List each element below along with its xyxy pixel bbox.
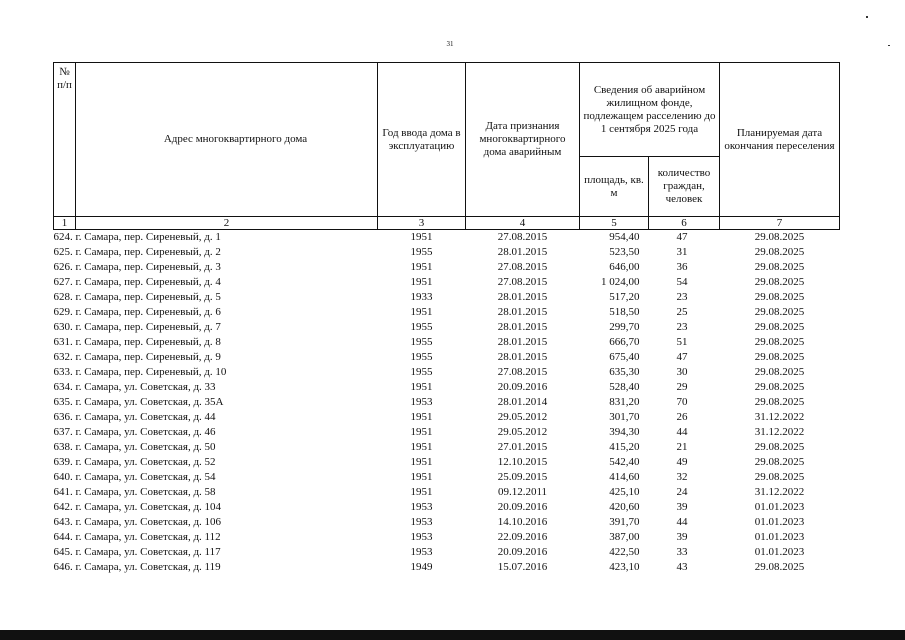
cell-area: 299,70 (609, 321, 640, 333)
cell-emergency-date: 28.01.2015 (497, 306, 548, 318)
table-row (54, 395, 840, 410)
cell-people: 47 (676, 231, 688, 243)
cell-planned-date: 29.08.2025 (754, 471, 805, 483)
cell-planned-date: 31.12.2022 (754, 486, 805, 498)
cell-year: 1951 (410, 231, 433, 243)
table-row (54, 320, 840, 335)
cell-year: 1951 (410, 426, 433, 438)
cell-address: 626. г. Самара, пер. Сиреневый, д. 3 (53, 261, 221, 273)
column-number: 3 (378, 217, 466, 230)
cell-address: 638. г. Самара, ул. Советская, д. 50 (53, 441, 216, 453)
table-row (54, 380, 840, 395)
cell-emergency-date: 29.05.2012 (497, 426, 548, 438)
column-number: 6 (649, 217, 720, 230)
cell-address: 641. г. Самара, ул. Советская, д. 58 (53, 486, 216, 498)
cell-emergency-date: 28.01.2015 (497, 291, 548, 303)
cell-address: 645. г. Самара, ул. Советская, д. 117 (53, 546, 221, 558)
page-number: 31 (446, 40, 454, 48)
cell-planned-date: 29.08.2025 (754, 381, 805, 393)
cell-address: 643. г. Самара, ул. Советская, д. 106 (53, 516, 222, 528)
cell-year: 1953 (410, 396, 433, 408)
cell-emergency-date: 14.10.2016 (497, 516, 548, 528)
cell-area: 423,10 (609, 561, 640, 573)
cell-planned-date: 01.01.2023 (754, 501, 805, 513)
cell-area: 523,50 (609, 246, 640, 258)
header-people: количество граждан, человек (649, 157, 720, 217)
cell-area: 675,40 (609, 351, 640, 363)
cell-planned-date: 29.08.2025 (754, 561, 805, 573)
table-row (54, 305, 840, 320)
cell-people: 31 (676, 246, 688, 258)
cell-address: 630. г. Самара, пер. Сиреневый, д. 7 (53, 321, 221, 333)
cell-planned-date: 29.08.2025 (754, 396, 805, 408)
cell-people: 23 (676, 291, 688, 303)
cell-emergency-date: 27.08.2015 (497, 366, 548, 378)
cell-emergency-date: 28.01.2015 (497, 351, 548, 363)
cell-emergency-date: 29.05.2012 (497, 411, 548, 423)
table-row (54, 290, 840, 305)
cell-people: 51 (676, 336, 688, 348)
cell-year: 1955 (410, 336, 433, 348)
cell-emergency-date: 28.01.2015 (497, 321, 548, 333)
cell-area: 1 024,00 (601, 276, 640, 288)
cell-address: 644. г. Самара, ул. Советская, д. 112 (53, 531, 221, 543)
column-number: 4 (466, 217, 580, 230)
cell-planned-date: 29.08.2025 (754, 366, 805, 378)
cell-area: 528,40 (609, 381, 640, 393)
cell-year: 1951 (410, 441, 433, 453)
header-planned-date: Планируемая дата окончания переселения (720, 63, 840, 217)
cell-people: 39 (676, 531, 688, 543)
cell-year: 1955 (410, 351, 433, 363)
cell-emergency-date: 09.12.2011 (497, 486, 548, 498)
table-row (54, 515, 840, 530)
cell-year: 1953 (410, 546, 433, 558)
table-row (54, 560, 840, 575)
cell-area: 422,50 (609, 546, 640, 558)
cell-year: 1951 (410, 381, 433, 393)
column-number: 2 (76, 217, 378, 230)
cell-planned-date: 29.08.2025 (754, 261, 805, 273)
cell-year: 1951 (410, 486, 433, 498)
cell-people: 44 (676, 516, 688, 528)
cell-planned-date: 29.08.2025 (754, 306, 805, 318)
cell-address: 628. г. Самара, пер. Сиреневый, д. 5 (53, 291, 221, 303)
cell-people: 47 (676, 351, 688, 363)
cell-area: 387,00 (609, 531, 640, 543)
cell-people: 43 (676, 561, 688, 573)
cell-area: 831,20 (609, 396, 640, 408)
cell-year: 1955 (410, 321, 433, 333)
cell-area: 542,40 (609, 456, 640, 468)
cell-people: 32 (676, 471, 688, 483)
cell-emergency-date: 27.08.2015 (497, 231, 548, 243)
cell-area: 415,20 (609, 441, 640, 453)
cell-address: 635. г. Самара, ул. Советская, д. 35А (53, 396, 224, 408)
cell-people: 33 (676, 546, 688, 558)
column-number: 5 (580, 217, 649, 230)
table-row (54, 485, 840, 500)
emergency-housing-table (53, 62, 840, 575)
table-row (54, 335, 840, 350)
table-row (54, 245, 840, 260)
cell-people: 70 (676, 396, 688, 408)
header-area: площадь, кв. м (580, 157, 649, 217)
table-row (54, 500, 840, 515)
cell-people: 36 (676, 261, 688, 273)
column-number-row (54, 217, 840, 230)
scan-speck (866, 16, 868, 18)
cell-emergency-date: 20.09.2016 (497, 501, 548, 513)
cell-area: 425,10 (609, 486, 640, 498)
cell-area: 666,70 (609, 336, 640, 348)
cell-area: 517,20 (609, 291, 640, 303)
cell-people: 25 (676, 306, 688, 318)
cell-emergency-date: 28.01.2015 (497, 246, 548, 258)
cell-area: 954,40 (609, 231, 640, 243)
header-fund-info: Сведения об аварийном жилищном фонде, подлежащем расселению до 1 сентября 2025 года (580, 63, 720, 157)
cell-year: 1955 (410, 246, 433, 258)
cell-planned-date: 31.12.2022 (754, 426, 805, 438)
cell-emergency-date: 25.09.2015 (497, 471, 548, 483)
cell-address: 646. г. Самара, ул. Советская, д. 119 (53, 561, 221, 573)
cell-address: 639. г. Самара, ул. Советская, д. 52 (53, 456, 216, 468)
scan-bottom-edge (0, 630, 905, 640)
cell-address: 625. г. Самара, пер. Сиреневый, д. 2 (53, 246, 221, 258)
cell-planned-date: 01.01.2023 (754, 546, 805, 558)
header-emergency-date: Дата признания многоквартирного дома аварийным (466, 63, 580, 217)
cell-people: 49 (676, 456, 688, 468)
column-number: 7 (720, 217, 840, 230)
cell-planned-date: 29.08.2025 (754, 321, 805, 333)
cell-people: 30 (676, 366, 688, 378)
cell-year: 1933 (410, 291, 433, 303)
cell-emergency-date: 20.09.2016 (497, 381, 548, 393)
cell-emergency-date: 27.08.2015 (497, 276, 548, 288)
cell-people: 21 (676, 441, 688, 453)
cell-year: 1951 (410, 456, 433, 468)
scan-speck (888, 45, 890, 46)
cell-address: 640. г. Самара, ул. Советская, д. 54 (53, 471, 216, 483)
cell-planned-date: 01.01.2023 (754, 531, 805, 543)
cell-address: 642. г. Самара, ул. Советская, д. 104 (53, 501, 222, 513)
table-body (54, 230, 840, 576)
cell-emergency-date: 15.07.2016 (497, 561, 548, 573)
cell-people: 44 (676, 426, 688, 438)
cell-planned-date: 29.08.2025 (754, 336, 805, 348)
cell-planned-date: 29.08.2025 (754, 276, 805, 288)
cell-planned-date: 29.08.2025 (754, 291, 805, 303)
cell-address: 636. г. Самара, ул. Советская, д. 44 (53, 411, 216, 423)
cell-address: 629. г. Самара, пер. Сиреневый, д. 6 (53, 306, 221, 318)
cell-address: 624. г. Самара, пер. Сиреневый, д. 1 (53, 231, 221, 243)
header-year: Год ввода дома в эксплуатацию (378, 63, 466, 217)
table-row (54, 365, 840, 380)
cell-planned-date: 29.08.2025 (754, 456, 805, 468)
cell-address: 633. г. Самара, пер. Сиреневый, д. 10 (53, 366, 227, 378)
cell-area: 518,50 (609, 306, 640, 318)
cell-emergency-date: 12.10.2015 (497, 456, 548, 468)
cell-people: 54 (676, 276, 688, 288)
header-number: № п/п (54, 63, 76, 217)
cell-year: 1951 (410, 471, 433, 483)
cell-planned-date: 29.08.2025 (754, 246, 805, 258)
cell-people: 29 (676, 381, 688, 393)
cell-address: 631. г. Самара, пер. Сиреневый, д. 8 (53, 336, 221, 348)
cell-area: 394,30 (609, 426, 640, 438)
table-row (54, 275, 840, 290)
cell-year: 1953 (410, 516, 433, 528)
table-row (54, 470, 840, 485)
cell-area: 414,60 (609, 471, 640, 483)
cell-address: 632. г. Самара, пер. Сиреневый, д. 9 (53, 351, 221, 363)
cell-address: 627. г. Самара, пер. Сиреневый, д. 4 (53, 276, 221, 288)
cell-area: 301,70 (609, 411, 640, 423)
cell-people: 26 (676, 411, 688, 423)
table-row (54, 410, 840, 425)
cell-planned-date: 01.01.2023 (754, 516, 805, 528)
cell-emergency-date: 27.01.2015 (497, 441, 548, 453)
header-address: Адрес многоквартирного дома (76, 63, 378, 217)
cell-emergency-date: 20.09.2016 (497, 546, 548, 558)
cell-emergency-date: 22.09.2016 (497, 531, 548, 543)
cell-emergency-date: 27.08.2015 (497, 261, 548, 273)
table-row (54, 530, 840, 545)
cell-emergency-date: 28.01.2015 (497, 336, 548, 348)
cell-year: 1953 (410, 531, 433, 543)
cell-address: 637. г. Самара, ул. Советская, д. 46 (53, 426, 216, 438)
cell-year: 1951 (410, 306, 433, 318)
cell-planned-date: 31.12.2022 (754, 411, 805, 423)
table-row (54, 545, 840, 560)
cell-year: 1951 (410, 261, 433, 273)
cell-year: 1951 (410, 276, 433, 288)
cell-people: 24 (676, 486, 688, 498)
cell-year: 1951 (410, 411, 433, 423)
table-row (54, 230, 840, 246)
cell-year: 1955 (410, 366, 433, 378)
cell-area: 420,60 (609, 501, 640, 513)
cell-emergency-date: 28.01.2014 (497, 396, 548, 408)
cell-planned-date: 29.08.2025 (754, 231, 805, 243)
table-row (54, 455, 840, 470)
table-row (54, 425, 840, 440)
cell-address: 634. г. Самара, ул. Советская, д. 33 (53, 381, 216, 393)
cell-planned-date: 29.08.2025 (754, 441, 805, 453)
cell-people: 39 (676, 501, 688, 513)
cell-year: 1949 (410, 561, 433, 573)
cell-people: 23 (676, 321, 688, 333)
table-row (54, 440, 840, 455)
table-row (54, 350, 840, 365)
cell-area: 391,70 (609, 516, 640, 528)
cell-year: 1953 (410, 501, 433, 513)
cell-area: 635,30 (609, 366, 640, 378)
cell-planned-date: 29.08.2025 (754, 351, 805, 363)
cell-area: 646,00 (609, 261, 640, 273)
table-row (54, 260, 840, 275)
column-number: 1 (54, 217, 76, 230)
